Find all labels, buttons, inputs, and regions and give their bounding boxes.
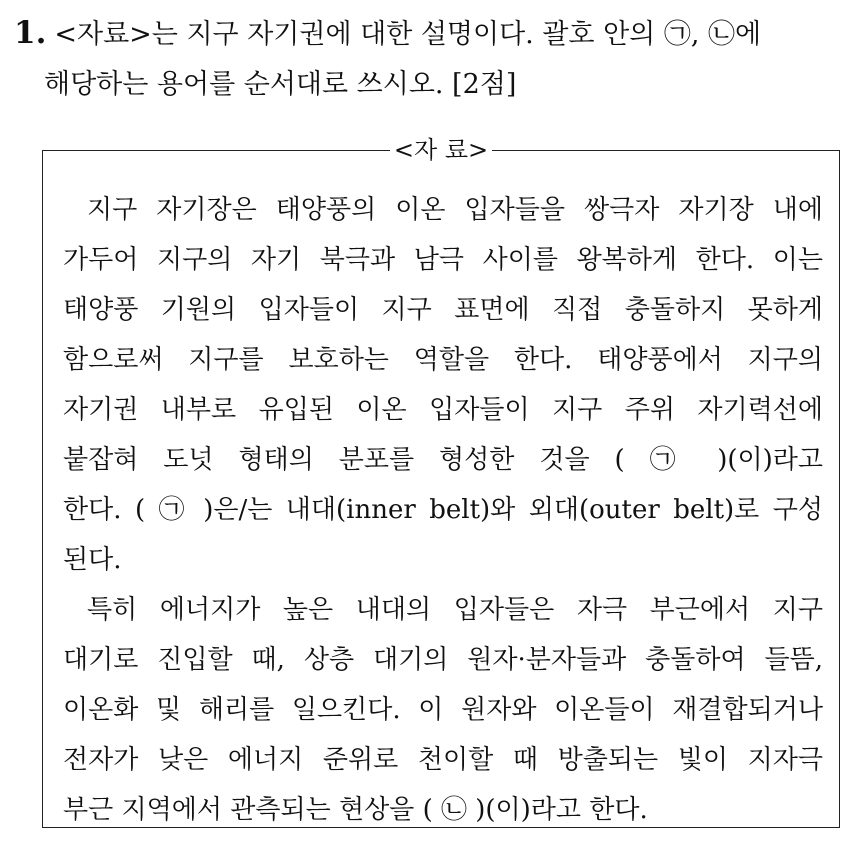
- body-line: 함으로써 지구를 보호하는 역할을 한다. 태양풍에서 지구의: [63, 345, 823, 375]
- data-box: [42, 136, 840, 828]
- body-line: 부근 지역에서 관측되는 현상을 ( ㉡ )(이)라고 한다.: [63, 795, 648, 825]
- body-line: 한다. ( ㉠ )은/는 내대(inner belt)와 외대(outer belt)로 구성: [63, 495, 823, 525]
- body-line: 전자가 낮은 에너지 준위로 천이할 때 방출되는 빛이 지자극: [63, 745, 823, 775]
- question: [14, 8, 844, 110]
- body-line: 가두어 지구의 자기 북극과 남극 사이를 왕복하게 한다. 이는: [63, 245, 823, 275]
- body-line: 대기로 진입할 때, 상층 대기의 원자·분자들과 충돌하여 들뜸,: [63, 645, 823, 675]
- data-box-title: <자 료>: [393, 136, 489, 164]
- question-text-2: 해당하는 용어를 순서대로 쓰시오. [2점]: [44, 69, 517, 100]
- body-line: 지구 자기장은 태양풍의 이온 입자들을 쌍극자 자기장 내에: [87, 195, 823, 225]
- body-line: 특히 에너지가 높은 내대의 입자들은 자극 부근에서 지구: [87, 595, 823, 625]
- body-line: 태양풍 기원의 입자들이 지구 표면에 직접 충돌하지 못하게: [63, 295, 823, 325]
- body-line: 이온화 및 해리를 일으킨다. 이 원자와 이온들이 재결합되거나: [63, 695, 823, 725]
- data-box-header: [42, 138, 840, 162]
- body-line: 붙잡혀 도넛 형태의 분포를 형성한 것을 ( ㉠ )(이)라고: [63, 445, 823, 475]
- body-line: 자기권 내부로 유입된 이온 입자들이 지구 주위 자기력선에: [63, 395, 823, 425]
- header-rule-right: [492, 150, 840, 151]
- question-number: 1.: [14, 15, 47, 51]
- header-rule-left: [42, 150, 390, 151]
- question-line-1: [14, 8, 844, 60]
- body-line: 된다.: [63, 545, 122, 575]
- question-text-1: <자료>는 지구 자기권에 대한 설명이다. 괄호 안의 ㉠, ㉡에: [54, 19, 762, 50]
- data-box-body: [63, 185, 823, 835]
